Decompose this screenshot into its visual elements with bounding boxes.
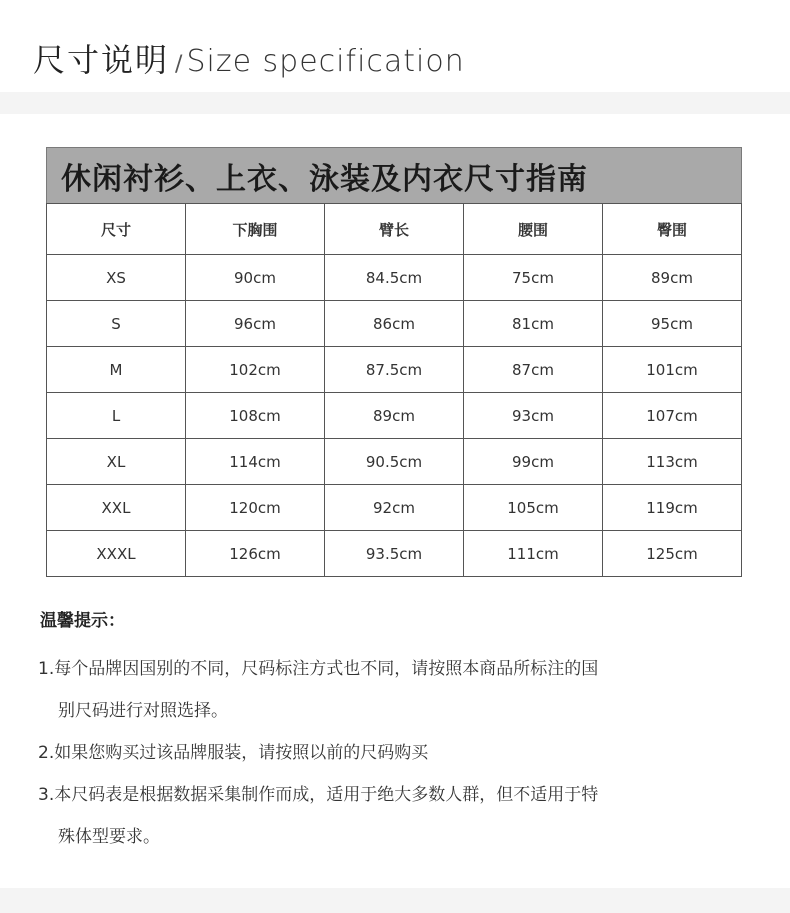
table-cell: 81cm bbox=[464, 301, 603, 347]
table-cell: 90.5cm bbox=[325, 439, 464, 485]
table-row bbox=[47, 347, 742, 393]
table-cell: 90cm bbox=[186, 255, 325, 301]
table-cell: 102cm bbox=[186, 347, 325, 393]
note-line: 1.每个品牌因国别的不同，尺码标注方式也不同，请按照本商品所标注的国 bbox=[38, 659, 599, 679]
note-line: 3.本尺码表是根据数据采集制作而成，适用于绝大多数人群，但不适用于特 bbox=[38, 785, 599, 805]
size-table bbox=[46, 203, 742, 577]
page-title bbox=[33, 41, 465, 79]
note-line: 2.如果您购买过该品牌服装，请按照以前的尺码购买 bbox=[38, 743, 429, 763]
table-cell: 89cm bbox=[603, 255, 742, 301]
table-row bbox=[47, 439, 742, 485]
page-title-chinese: 尺寸说明 bbox=[33, 41, 170, 79]
table-cell: 119cm bbox=[603, 485, 742, 531]
bottom-divider-band bbox=[0, 888, 790, 913]
table-cell: 87cm bbox=[464, 347, 603, 393]
table-cell: 84.5cm bbox=[325, 255, 464, 301]
note-item-2 bbox=[38, 732, 758, 774]
size-chart bbox=[46, 147, 742, 577]
table-cell: 126cm bbox=[186, 531, 325, 577]
table-cell: 113cm bbox=[603, 439, 742, 485]
table-cell: 95cm bbox=[603, 301, 742, 347]
table-cell: 99cm bbox=[464, 439, 603, 485]
table-cell: 75cm bbox=[464, 255, 603, 301]
table-cell: 111cm bbox=[464, 531, 603, 577]
table-row bbox=[47, 301, 742, 347]
note-line-continued: 别尺码进行对照选择。 bbox=[58, 701, 228, 721]
table-cell: L bbox=[47, 393, 186, 439]
page-header bbox=[0, 0, 790, 92]
table-cell: 96cm bbox=[186, 301, 325, 347]
table-cell: 114cm bbox=[186, 439, 325, 485]
table-cell: 101cm bbox=[603, 347, 742, 393]
table-cell: XL bbox=[47, 439, 186, 485]
title-separator: / bbox=[175, 52, 183, 77]
table-cell: XXXL bbox=[47, 531, 186, 577]
note-item-3 bbox=[38, 774, 758, 858]
table-cell: 92cm bbox=[325, 485, 464, 531]
column-header-arm-length: 臂长 bbox=[325, 204, 464, 255]
note-item-1 bbox=[38, 648, 758, 732]
table-cell: 120cm bbox=[186, 485, 325, 531]
size-chart-title: 休闲衬衫、上衣、泳装及内衣尺寸指南 bbox=[46, 147, 742, 203]
table-cell: 93.5cm bbox=[325, 531, 464, 577]
column-header-underbust: 下胸围 bbox=[186, 204, 325, 255]
table-cell: 89cm bbox=[325, 393, 464, 439]
table-cell: 105cm bbox=[464, 485, 603, 531]
table-cell: 93cm bbox=[464, 393, 603, 439]
table-row bbox=[47, 255, 742, 301]
table-row bbox=[47, 485, 742, 531]
column-header-waist: 腰围 bbox=[464, 204, 603, 255]
table-header-row bbox=[47, 204, 742, 255]
table-row bbox=[47, 393, 742, 439]
note-line-continued: 殊体型要求。 bbox=[58, 827, 160, 847]
table-row bbox=[47, 531, 742, 577]
table-cell: XS bbox=[47, 255, 186, 301]
table-cell: 86cm bbox=[325, 301, 464, 347]
table-cell: 108cm bbox=[186, 393, 325, 439]
column-header-hip: 臀围 bbox=[603, 204, 742, 255]
table-cell: 107cm bbox=[603, 393, 742, 439]
table-cell: M bbox=[47, 347, 186, 393]
table-cell: S bbox=[47, 301, 186, 347]
notes-title: 温馨提示： bbox=[40, 611, 125, 631]
top-divider-band bbox=[0, 92, 790, 114]
table-cell: 125cm bbox=[603, 531, 742, 577]
table-cell: XXL bbox=[47, 485, 186, 531]
column-header-size: 尺寸 bbox=[47, 204, 186, 255]
table-cell: 87.5cm bbox=[325, 347, 464, 393]
notes-section bbox=[38, 606, 758, 858]
page-title-english: Size specification bbox=[186, 44, 465, 79]
